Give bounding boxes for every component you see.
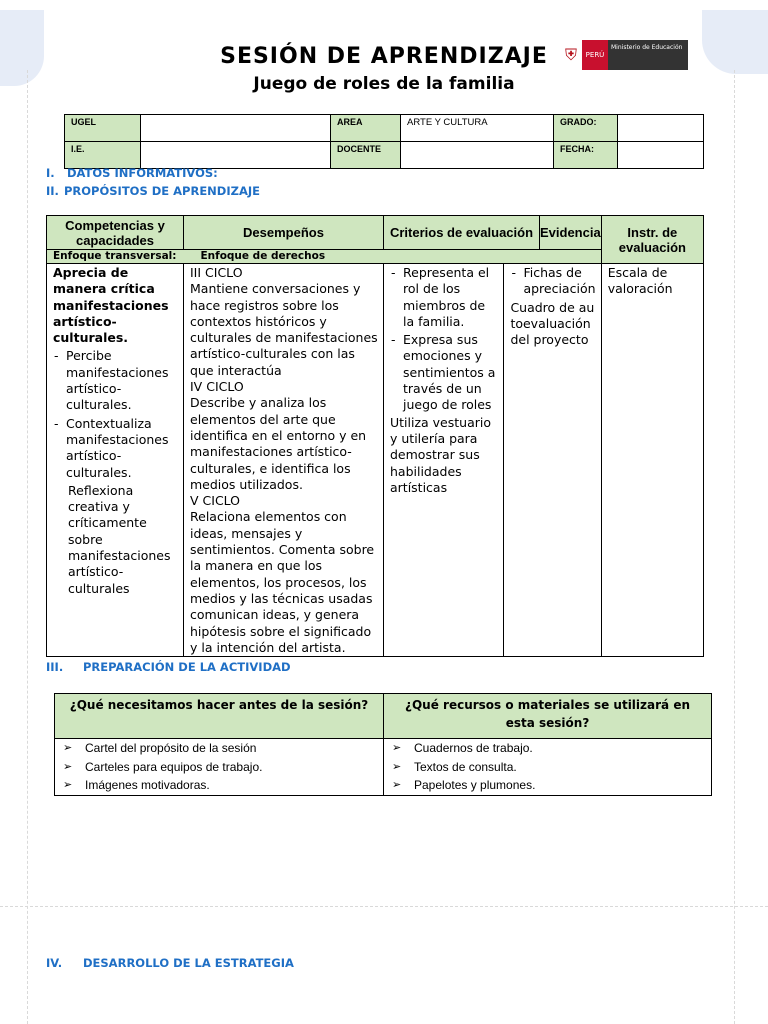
- ie-label: I.E.: [65, 142, 141, 169]
- section-number: I.: [46, 166, 55, 180]
- area-field[interactable]: ARTE Y CULTURA: [401, 115, 554, 142]
- section-heading-1: [46, 166, 218, 180]
- section-number: IV.: [46, 956, 63, 970]
- margin-guide-left: [27, 70, 28, 1024]
- section-heading-4: [46, 956, 294, 970]
- minedu-logo: [560, 40, 688, 70]
- fecha-label: FECHA:: [554, 142, 618, 169]
- evidencia-item: - Fichas de apreciación: [510, 265, 596, 298]
- col-evidencia: Evidencia: [540, 225, 601, 240]
- resource-item: ➢ Textos de consulta.: [388, 758, 707, 777]
- grado-label: GRADO:: [554, 115, 618, 142]
- resources-list-cell: [384, 739, 712, 796]
- section-number: III.: [46, 660, 64, 674]
- ciclo4-text: Describe y analiza los elementos del arte que identifica en el entorno y en manifestaciones artístico-culturales, e identifica los medios utilizados.: [190, 395, 367, 492]
- logo-country: PERÚ: [582, 40, 608, 70]
- section-number: II.: [46, 184, 59, 198]
- section-heading-3: [46, 660, 291, 674]
- capacidad-item: - Contextualiza manifestaciones artístico-culturales.: [53, 416, 179, 481]
- section-title: PREPARACIÓN DE LA ACTIVIDAD: [83, 660, 291, 674]
- margin-guide-bottom: [0, 906, 768, 907]
- criterio-extra: Utiliza vestuario y utilería para demostrar sus habilidades artísticas: [390, 414, 492, 495]
- ie-field[interactable]: [141, 142, 331, 169]
- docente-label: DOCENTE: [331, 142, 401, 169]
- criterios-cell: [384, 264, 504, 657]
- shield-icon: ⛨: [564, 45, 577, 64]
- enfoque-row: [47, 250, 602, 264]
- col-instr: Instr. de evaluación: [601, 216, 703, 264]
- ciclo5-text: Relaciona elementos con ideas, mensajes y sentimientos. Comenta sobre la manera en que los elementos, los procesos, los medios y las técnicas usadas comunican ideas, y genera hipótesis sobre el significado y la intención del artista.: [190, 509, 375, 655]
- section-title: DESARROLLO DE LA ESTRATEGIA: [83, 956, 294, 970]
- area-label: AREA: [331, 115, 401, 142]
- purposes-table: [46, 215, 704, 657]
- info-table: [64, 114, 704, 169]
- before-item: ➢ Carteles para equipos de trabajo.: [59, 758, 379, 777]
- resources-header: ¿Qué recursos o materiales se utilizará en esta sesión?: [384, 694, 712, 739]
- before-header: ¿Qué necesitamos hacer antes de la sesión?: [55, 694, 384, 739]
- ciclo3-title: III CICLO: [190, 265, 243, 280]
- desempenos-cell: [184, 264, 384, 657]
- preparation-table: [54, 693, 712, 796]
- enfoque-value: Enfoque de derechos: [200, 250, 326, 262]
- section-title: DATOS INFORMATIVOS:: [67, 166, 218, 180]
- col-desempenos: Desempeños: [184, 216, 384, 250]
- ugel-label: UGEL: [65, 115, 141, 142]
- instr-cell: Escala de valoración: [601, 264, 703, 657]
- resource-item: ➢ Cuadernos de trabajo.: [388, 739, 707, 758]
- competencia-text: Aprecia de manera crítica manifestaciones artístico-culturales.: [53, 265, 169, 346]
- ciclo5-title: V CICLO: [190, 493, 241, 509]
- page-title: SESIÓN DE APRENDIZAJE: [220, 44, 548, 69]
- docente-field[interactable]: [401, 142, 554, 169]
- criterio-item: - Expresa sus emociones y sentimientos a través de un juego de roles: [390, 332, 499, 413]
- capacidad-extra: Reflexiona creativa y críticamente sobre manifestaciones artístico-culturales: [68, 482, 171, 596]
- ugel-field[interactable]: [141, 115, 331, 142]
- before-list-cell: [55, 739, 384, 796]
- margin-guide-right: [734, 70, 735, 1024]
- col-criterios: Criterios de evaluación: [384, 216, 540, 249]
- criterio-item: - Representa el rol de los miembros de la familia.: [390, 265, 499, 330]
- ciclo3-text: Mantiene conversaciones y hace registros sobre los contextos históricos y culturales de manifestaciones artístico-culturales con las que interactúa: [190, 281, 378, 378]
- fecha-field[interactable]: [618, 142, 704, 169]
- section-heading-2: [46, 184, 260, 198]
- capacidad-item: - Percibe manifestaciones artístico-culturales.: [53, 348, 179, 413]
- logo-ministry: Ministerio de Educación: [608, 40, 688, 70]
- section-title: PROPÓSITOS DE APRENDIZAJE: [64, 184, 260, 198]
- col-criterios-evidencia: [384, 216, 602, 250]
- page-subtitle: Juego de roles de la familia: [253, 74, 515, 94]
- resource-item: ➢ Papelotes y plumones.: [388, 776, 707, 795]
- col-competencias: Competencias y capacidades: [47, 216, 184, 250]
- evidencia-extra: Cuadro de autoevaluación del proyecto: [510, 299, 595, 348]
- ciclo4-title: IV CICLO: [190, 379, 244, 395]
- before-item: ➢ Cartel del propósito de la sesión: [59, 739, 379, 758]
- before-item: ➢ Imágenes motivadoras.: [59, 776, 379, 795]
- competencias-cell: [47, 264, 184, 657]
- evidencia-cell: [504, 264, 601, 657]
- grado-field[interactable]: [618, 115, 704, 142]
- enfoque-label: Enfoque transversal:: [53, 250, 177, 262]
